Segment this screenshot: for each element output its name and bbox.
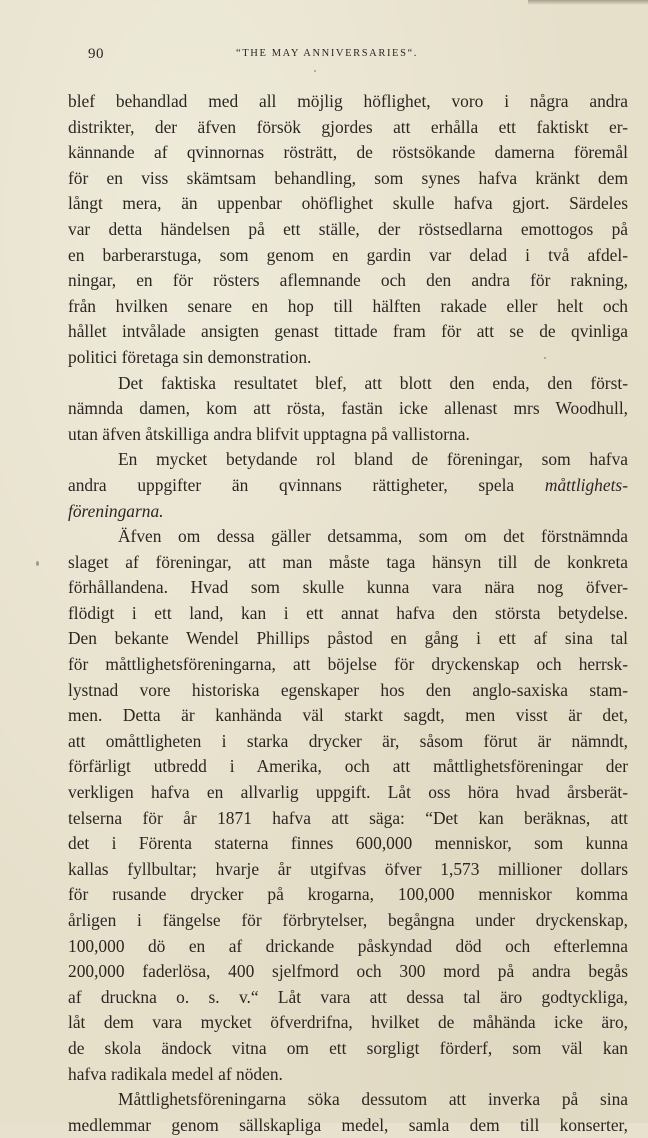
text-line: af druckna o. s. v.“ Låt vara att dessa tal äro godtyckliga, — [68, 986, 628, 1007]
text-line: medlemmar genom sällskapliga medel, samla dem till konserter, — [68, 1114, 628, 1135]
text-line: för rusande drycker på krogarna, 100,000 menniskor komma — [68, 884, 628, 905]
text-line: distrikter, der äfven försök gjordes att erhålla ett faktiskt er- — [68, 116, 628, 137]
page-number: 90 — [88, 46, 104, 62]
paragraph-end-line — [68, 499, 628, 525]
paragraph-start-line: En mycket betydande rol bland de föreningar, som hafva — [118, 449, 628, 470]
paragraph-end-line: utan äfven åtskilliga andra blifvit upptagna på vallistorna. — [68, 423, 470, 444]
text-line: årligen i fängelse för förbrytelser, begångna under dryckenskap, — [68, 910, 628, 930]
text-line: nämnda damen, kom att rösta, fastän icke allenast mrs Woodhull, — [68, 398, 628, 419]
text-line: slaget af föreningar, att man måste taga hänsyn till de konkreta — [68, 551, 628, 572]
text-line: 200,000 faderlösa, 400 sjelfmord och 300 mord på andra begås — [68, 961, 628, 982]
text-line: låt dem vara mycket öfverdrifna, hvilket de måhända icke äro, — [68, 1012, 628, 1033]
text-line: förhållandena. Hvad som skulle kunna vara nära nog öfver- — [68, 577, 628, 598]
text-line: var detta händelsen på ett ställe, der röstsedlarna emottogos på — [68, 218, 628, 239]
text-line: telserna för år 1871 hafva att säga: “Det kan beräknas, att — [68, 807, 628, 828]
paragraph-end-line: hafva radikala medel af nöden. — [68, 1063, 283, 1084]
running-header — [0, 46, 648, 66]
text-line: för en viss skämtsam behandling, som synes hafva kränkt dem — [68, 167, 628, 188]
text-line: de skola ändock vitna om ett sorgligt förderf, som väl kan — [68, 1037, 628, 1058]
text-line: från hvilken senare en hop till hälften rakade eller helt och — [68, 295, 628, 316]
text-line: Den bekante Wendel Phillips påstod en gång i ett af sina tal — [68, 628, 628, 649]
text-line: för måttlighetsföreningarna, att böjelse för dryckenskap och herrsk- — [68, 654, 628, 675]
page-edge-shadow — [528, 0, 648, 5]
text-line: kallas fyllbultar; hvarje år utgifvas öfver 1,573 millioner dollars — [68, 858, 628, 879]
paragraph-end-line: politici företaga sin demonstration. — [68, 346, 312, 367]
line-text: andra uppgifter än qvinnans rättigheter, spela — [68, 474, 515, 495]
body-text — [68, 89, 628, 1138]
text-line: blef behandlad med all möjlig höflighet, voro i några andra — [68, 91, 628, 111]
running-title: “THE MAY ANNIVERSARIES“. — [236, 48, 418, 59]
text-line: långt mera, än uppenbar ohöflighet skulle hafva gjort. Särdeles — [68, 193, 628, 214]
ink-speck — [544, 357, 546, 359]
paragraph-start-line: Måttlighetsföreningarna söka dessutom att inverka på sina — [118, 1089, 628, 1110]
paragraph-start-line: Äfven om dessa gäller detsamma, som om det förstnämnda — [118, 526, 628, 547]
text-line: ningar, en för rösters aflemnande och den andra för rakning, — [68, 270, 628, 291]
paragraph-start-line: Det faktiska resultatet blef, att blott den enda, den först- — [118, 372, 628, 393]
italic-term: måttlighets- — [544, 474, 628, 495]
text-line: men. Detta är kanhända väl starkt sagdt, men visst är det, — [68, 705, 628, 726]
italic-term: föreningarna. — [68, 500, 164, 521]
text-line: flödigt i ett land, kan i ett annat hafva den största betydelse. — [68, 602, 628, 623]
text-line: verkligen hafva en allvarlig uppgift. Låt oss höra hvad årsberät- — [68, 782, 628, 803]
ink-speck — [36, 561, 39, 566]
text-line: det i Förenta staterna finnes 600,000 menniskor, som kunna — [68, 833, 628, 854]
text-line: en barberarstuga, som genom en gardin var delad i två afdel- — [68, 244, 628, 265]
text-line: hållet intvålade ansigten genast tittade fram för att se de qvinliga — [68, 321, 628, 342]
text-line: förfärligt utbredd i Amerika, och att måttlighetsföreningar der — [68, 756, 628, 777]
text-line: lystnad vore historiska egenskaper hos den anglo-saxiska stam- — [68, 679, 628, 700]
text-line: att omåttligheten i starka drycker är, såsom förut är nämndt, — [68, 730, 628, 751]
text-line-with-italic — [68, 473, 628, 499]
text-line: 100,000 dö en af drickande påskyndad död och efterlemna — [68, 935, 628, 956]
text-line: kännande af qvinnornas rösträtt, de röstsökande damerna föremål — [68, 142, 628, 163]
ink-speck — [314, 70, 316, 72]
